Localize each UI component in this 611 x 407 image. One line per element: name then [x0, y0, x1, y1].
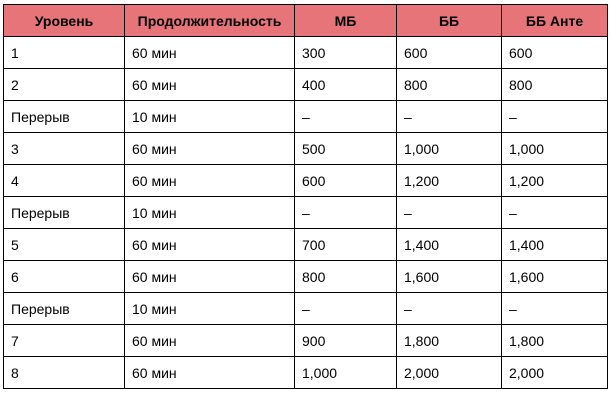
cell-big-blind-ante: 800 — [502, 69, 608, 101]
table-row-break — [4, 197, 608, 229]
cell-duration: 60 мин — [125, 261, 295, 293]
header-duration: Продолжительность — [125, 5, 295, 37]
table-row-break — [4, 293, 608, 325]
cell-level: Перерыв — [4, 197, 125, 229]
cell-duration: 60 мин — [125, 229, 295, 261]
cell-big-blind: 2,000 — [397, 357, 502, 389]
cell-level: 1 — [4, 37, 125, 69]
cell-big-blind-ante: 1,400 — [502, 229, 608, 261]
cell-big-blind: 1,800 — [397, 325, 502, 357]
cell-big-blind: 1,400 — [397, 229, 502, 261]
cell-small-blind: – — [295, 197, 397, 229]
cell-big-blind-ante: 1,200 — [502, 165, 608, 197]
header-small-blind: МБ — [295, 5, 397, 37]
cell-big-blind-ante: 1,800 — [502, 325, 608, 357]
cell-small-blind: 900 — [295, 325, 397, 357]
table-header — [4, 5, 608, 37]
cell-level: Перерыв — [4, 293, 125, 325]
blind-structure-table-wrapper — [3, 4, 608, 389]
header-big-blind-ante: ББ Анте — [502, 5, 608, 37]
table-row — [4, 325, 608, 357]
cell-big-blind-ante: 2,000 — [502, 357, 608, 389]
cell-big-blind: – — [397, 293, 502, 325]
header-row — [4, 5, 608, 37]
cell-duration: 60 мин — [125, 37, 295, 69]
table-body — [4, 37, 608, 389]
cell-big-blind-ante: – — [502, 197, 608, 229]
cell-small-blind: 1,000 — [295, 357, 397, 389]
cell-duration: 60 мин — [125, 165, 295, 197]
cell-big-blind: 800 — [397, 69, 502, 101]
cell-level: 2 — [4, 69, 125, 101]
cell-small-blind: 300 — [295, 37, 397, 69]
table-row — [4, 229, 608, 261]
table-row — [4, 37, 608, 69]
cell-duration: 10 мин — [125, 293, 295, 325]
table-row-break — [4, 101, 608, 133]
cell-duration: 10 мин — [125, 197, 295, 229]
table-row — [4, 261, 608, 293]
cell-big-blind: 1,200 — [397, 165, 502, 197]
cell-duration: 60 мин — [125, 133, 295, 165]
table-row — [4, 69, 608, 101]
cell-level: 6 — [4, 261, 125, 293]
cell-big-blind-ante: 600 — [502, 37, 608, 69]
cell-small-blind: – — [295, 101, 397, 133]
cell-level: 8 — [4, 357, 125, 389]
cell-big-blind-ante: – — [502, 293, 608, 325]
cell-big-blind-ante: 1,000 — [502, 133, 608, 165]
table-row — [4, 133, 608, 165]
cell-small-blind: 700 — [295, 229, 397, 261]
cell-small-blind: 400 — [295, 69, 397, 101]
cell-small-blind: – — [295, 293, 397, 325]
cell-duration: 60 мин — [125, 69, 295, 101]
cell-level: 4 — [4, 165, 125, 197]
cell-big-blind: 1,000 — [397, 133, 502, 165]
cell-duration: 60 мин — [125, 357, 295, 389]
cell-big-blind: 1,600 — [397, 261, 502, 293]
table-row — [4, 165, 608, 197]
cell-level: 5 — [4, 229, 125, 261]
cell-big-blind: – — [397, 101, 502, 133]
cell-level: Перерыв — [4, 101, 125, 133]
header-level: Уровень — [4, 5, 125, 37]
cell-duration: 60 мин — [125, 325, 295, 357]
blind-structure-table — [3, 4, 608, 389]
table-row — [4, 357, 608, 389]
cell-small-blind: 600 — [295, 165, 397, 197]
cell-big-blind: – — [397, 197, 502, 229]
cell-duration: 10 мин — [125, 101, 295, 133]
cell-small-blind: 800 — [295, 261, 397, 293]
cell-big-blind: 600 — [397, 37, 502, 69]
header-big-blind: ББ — [397, 5, 502, 37]
cell-small-blind: 500 — [295, 133, 397, 165]
cell-big-blind-ante: – — [502, 101, 608, 133]
cell-level: 7 — [4, 325, 125, 357]
cell-big-blind-ante: 1,600 — [502, 261, 608, 293]
cell-level: 3 — [4, 133, 125, 165]
